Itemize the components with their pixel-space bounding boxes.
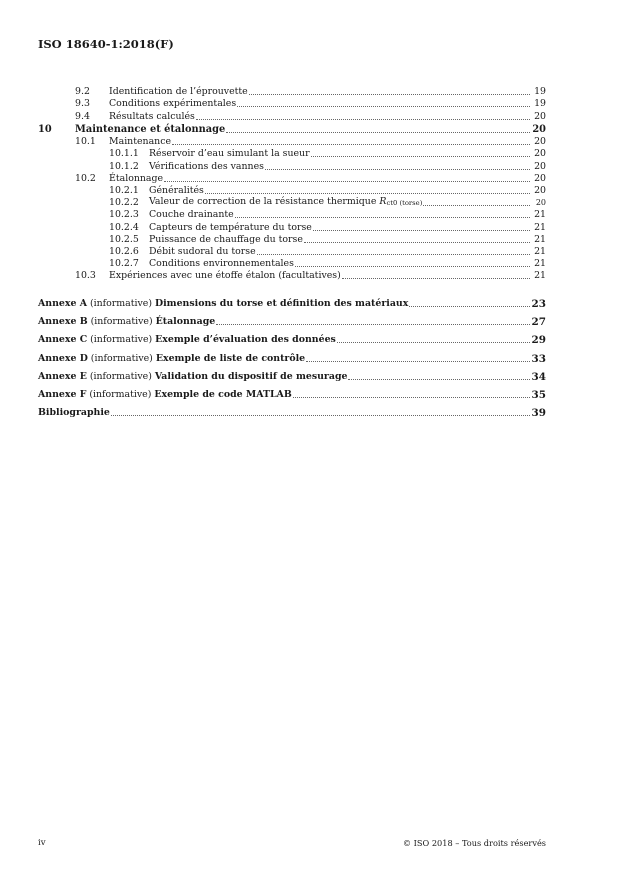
toc-annex-title xyxy=(38,371,347,383)
leader-dots xyxy=(348,379,530,380)
leader-dots xyxy=(205,193,530,194)
toc-page: 20 xyxy=(534,172,546,184)
annex-title: Validation du dispositif de mesurage xyxy=(154,370,348,382)
leader-dots xyxy=(311,156,530,157)
toc-page: 20 xyxy=(534,185,546,196)
toc-page: 20 xyxy=(534,110,546,122)
toc-page: 19 xyxy=(534,86,546,98)
toc-number: 10.2.4 xyxy=(109,221,139,233)
toc-page: 21 xyxy=(534,270,546,282)
annex-info: (informative) xyxy=(87,352,156,364)
toc-entry-10-2-6[interactable] xyxy=(38,246,546,258)
toc-annex-f[interactable] xyxy=(38,383,546,401)
toc-page: 39 xyxy=(531,407,546,420)
toc-annex-c[interactable] xyxy=(38,328,546,346)
toc-entry-10-2[interactable] xyxy=(38,173,546,185)
symbol-R: R xyxy=(379,196,387,208)
toc-page: 33 xyxy=(531,352,546,365)
toc-annex-title xyxy=(38,334,336,346)
copyright-notice: © ISO 2018 – Tous droits réservés xyxy=(402,838,546,848)
leader-dots xyxy=(196,119,530,120)
toc-page: 21 xyxy=(534,233,546,245)
toc-page: 21 xyxy=(534,209,546,221)
leader-dots xyxy=(342,278,530,279)
toc-title: Couche drainante xyxy=(149,209,234,221)
spacer xyxy=(38,282,546,291)
toc-bibliography-title: Bibliographie xyxy=(38,407,110,419)
toc-annex-e[interactable] xyxy=(38,365,546,383)
toc-page: 20 xyxy=(534,160,546,172)
toc-annex-b[interactable] xyxy=(38,310,546,328)
toc-title-text: Valeur de correction de la résistance thermique xyxy=(149,196,380,208)
toc-annex-d[interactable] xyxy=(38,346,546,364)
toc-entry-9-2[interactable] xyxy=(38,86,546,98)
toc-title: Débit sudoral du torse xyxy=(149,245,256,257)
toc-number: 10.2.7 xyxy=(109,258,139,270)
toc-entry-10-2-7[interactable] xyxy=(38,258,546,270)
toc-page: 21 xyxy=(534,245,546,257)
leader-dots xyxy=(257,254,530,255)
leader-dots xyxy=(313,230,530,231)
toc-number: 10.2.5 xyxy=(109,233,139,245)
leader-dots xyxy=(293,397,530,398)
annex-title: Exemple d’évaluation des données xyxy=(155,334,336,346)
annex-label: Annexe B xyxy=(38,315,88,327)
annex-info: (informative) xyxy=(86,370,155,382)
annex-info: (informative) xyxy=(86,297,155,309)
leader-dots xyxy=(295,266,530,267)
toc-title: Identification de l’éprouvette xyxy=(109,86,248,98)
toc-page: 20 xyxy=(532,124,546,136)
leader-dots xyxy=(164,181,530,182)
annex-info: (informative) xyxy=(87,334,156,346)
annex-info: (informative) xyxy=(86,389,155,401)
toc-entry-10-1-2[interactable] xyxy=(38,160,546,172)
toc-number: 10.1.2 xyxy=(109,160,139,172)
toc-entry-9-4[interactable] xyxy=(38,110,546,122)
toc-number: 10.2.2 xyxy=(109,197,139,209)
annex-title: Exemple de code MATLAB xyxy=(154,389,292,401)
toc-page: 27 xyxy=(531,315,546,328)
toc-page: 20 xyxy=(535,198,546,208)
leader-dots xyxy=(265,169,530,170)
toc-title: Conditions environnementales xyxy=(149,258,294,270)
page-number: iv xyxy=(38,838,46,848)
toc-title: Résultats calculés xyxy=(109,110,195,122)
leader-dots xyxy=(172,144,530,145)
leader-dots xyxy=(237,106,530,107)
toc-page: 20 xyxy=(534,148,546,160)
toc-number: 10.3 xyxy=(75,270,96,282)
annex-label: Annexe F xyxy=(38,389,87,401)
toc-number: 10 xyxy=(38,124,52,136)
symbol-subscript: ct0 (torse) xyxy=(386,199,423,208)
toc-entry-9-3[interactable] xyxy=(38,98,546,110)
toc-number: 9.3 xyxy=(75,98,90,110)
toc-entry-10-1[interactable] xyxy=(38,136,546,148)
toc-entry-10-3[interactable] xyxy=(38,270,546,282)
toc-entry-10-2-4[interactable] xyxy=(38,221,546,233)
annex-label: Annexe E xyxy=(38,370,87,382)
table-of-contents xyxy=(38,86,546,419)
leader-dots xyxy=(249,94,530,95)
toc-page: 21 xyxy=(534,258,546,270)
annex-label: Annexe A xyxy=(38,297,87,309)
toc-number: 10.1.1 xyxy=(109,148,139,160)
annex-title: Dimensions du torse et définition des matériaux xyxy=(154,297,409,309)
toc-title: Vérifications des vannes xyxy=(149,160,264,172)
toc-annex-title xyxy=(38,298,408,310)
toc-number: 10.2.3 xyxy=(109,209,139,221)
toc-title: Maintenance xyxy=(109,136,172,148)
toc-title: Réservoir d’eau simulant la sueur xyxy=(149,148,310,160)
leader-dots xyxy=(235,217,530,218)
leader-dots xyxy=(304,242,530,243)
toc-page: 29 xyxy=(531,334,546,347)
toc-number: 10.2.6 xyxy=(109,245,139,257)
toc-number: 10.2.1 xyxy=(109,185,139,196)
toc-title: Capteurs de température du torse xyxy=(149,221,312,233)
document-id: ISO 18640-1:2018(F) xyxy=(38,37,174,51)
toc-page: 34 xyxy=(531,370,546,383)
toc-number: 9.4 xyxy=(75,110,90,122)
toc-title: Généralités xyxy=(149,185,204,196)
toc-entry-10-2-2[interactable] xyxy=(38,197,546,209)
leader-dots xyxy=(111,415,530,416)
toc-number: 10.2 xyxy=(75,172,96,184)
toc-title: Puissance de chauffage du torse xyxy=(149,233,303,245)
toc-title: Maintenance et étalonnage xyxy=(75,124,226,136)
leader-dots xyxy=(423,205,530,206)
toc-page: 19 xyxy=(534,98,546,110)
toc-title: Conditions expérimentales xyxy=(109,98,237,110)
toc-annex-title xyxy=(38,353,305,365)
toc-annex-a[interactable] xyxy=(38,291,546,309)
annex-label: Annexe C xyxy=(38,334,88,346)
toc-entry-10-2-5[interactable] xyxy=(38,234,546,246)
leader-dots xyxy=(337,342,530,343)
toc-title: Étalonnage xyxy=(109,172,164,184)
leader-dots xyxy=(216,324,530,325)
leader-dots xyxy=(409,306,530,307)
toc-annex-title xyxy=(38,389,292,401)
annex-title: Étalonnage xyxy=(155,315,216,327)
annex-info: (informative) xyxy=(87,315,156,327)
toc-entry-10-1-1[interactable] xyxy=(38,148,546,160)
toc-number: 10.1 xyxy=(75,136,96,148)
annex-label: Annexe D xyxy=(38,352,88,364)
toc-annex-title xyxy=(38,316,215,328)
annex-title: Exemple de liste de contrôle xyxy=(155,352,306,364)
leader-dots xyxy=(226,132,530,133)
leader-dots xyxy=(306,361,530,362)
toc-page: 23 xyxy=(531,297,546,310)
toc-entry-10-2-3[interactable] xyxy=(38,209,546,221)
toc-title: Expériences avec une étoffe étalon (facultatives) xyxy=(109,270,341,282)
toc-bibliography[interactable] xyxy=(38,401,546,419)
toc-entry-10-2-1[interactable] xyxy=(38,185,546,197)
toc-title xyxy=(149,196,422,209)
toc-entry-10[interactable] xyxy=(38,123,546,137)
toc-page: 20 xyxy=(534,136,546,148)
toc-page: 21 xyxy=(534,221,546,233)
toc-number: 9.2 xyxy=(75,86,90,98)
toc-page: 35 xyxy=(531,389,546,402)
